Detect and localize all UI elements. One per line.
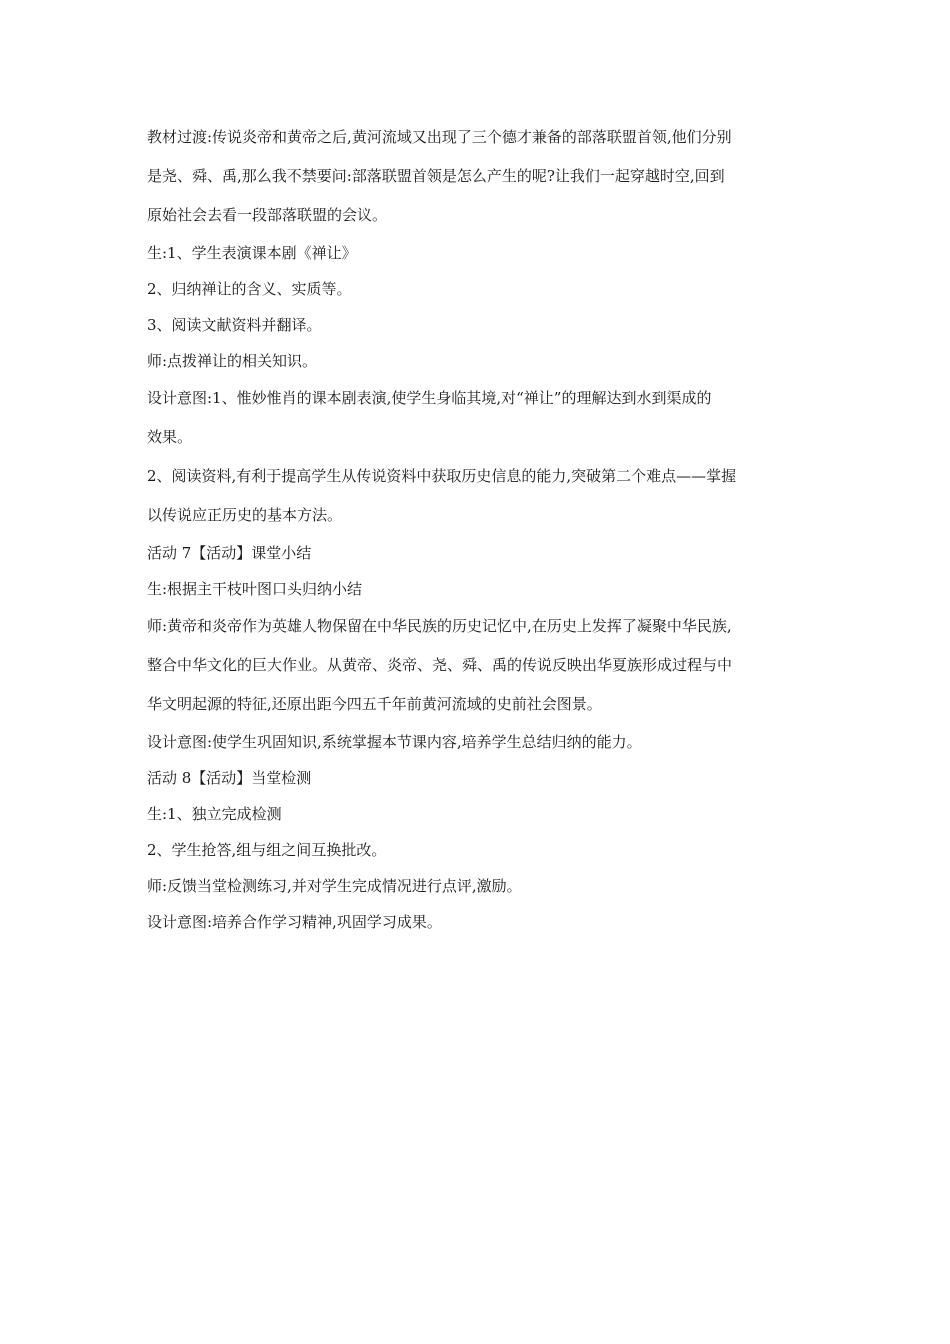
text-line: 2、阅读资料,有利于提高学生从传说资料中获取历史信息的能力,突破第二个难点——掌握 bbox=[147, 467, 737, 485]
paragraph-teacher-1: 师:点拨禅让的相关知识。 bbox=[147, 352, 318, 370]
paragraph-design-intent-3: 设计意图:使学生巩固知识,系统掌握本节课内容,培养学生总结归纳的能力。 bbox=[147, 733, 642, 751]
paragraph-student-3: 3、阅读文献资料并翻译。 bbox=[147, 316, 322, 334]
paragraph-design-intent-2 bbox=[147, 457, 809, 535]
paragraph-teacher-summary bbox=[147, 607, 809, 724]
paragraph-student-2: 2、归纳禅让的含义、实质等。 bbox=[147, 280, 352, 298]
paragraph-design-intent-1 bbox=[147, 379, 809, 457]
text-line: 以传说应正历史的基本方法。 bbox=[147, 506, 343, 524]
document-page bbox=[147, 118, 809, 940]
text-line: 原始社会去看一段部落联盟的会议。 bbox=[147, 206, 388, 224]
paragraph-student-test-2: 2、学生抢答,组与组之间互换批改。 bbox=[147, 841, 387, 859]
paragraph-student-test-1: 生:1、独立完成检测 bbox=[147, 805, 282, 823]
text-line: 教材过渡:传说炎帝和黄帝之后,黄河流域又出现了三个德才兼备的部落联盟首领,他们分别 bbox=[147, 128, 732, 146]
heading-activity-7: 活动 7【活动】课堂小结 bbox=[147, 544, 312, 562]
paragraph-teacher-feedback: 师:反馈当堂检测练习,并对学生完成情况进行点评,激励。 bbox=[147, 877, 522, 895]
text-line: 整合中华文化的巨大作业。从黄帝、炎帝、尧、舜、禹的传说反映出华夏族形成过程与中 bbox=[147, 656, 733, 674]
text-line: 师:黄帝和炎帝作为英雄人物保留在中华民族的历史记忆中,在历史上发挥了凝聚中华民族, bbox=[147, 617, 732, 635]
paragraph-student-summary: 生:根据主干枝叶图口头归纳小结 bbox=[147, 580, 363, 598]
text-line: 设计意图:1、惟妙惟肖的课本剧表演,使学生身临其境,对“禅让”的理解达到水到渠成的 bbox=[147, 389, 712, 407]
paragraph-transition bbox=[147, 118, 809, 235]
text-line: 华文明起源的特征,还原出距今四五千年前黄河流域的史前社会图景。 bbox=[147, 695, 602, 713]
heading-activity-8: 活动 8【活动】当堂检测 bbox=[147, 769, 312, 787]
paragraph-student-1: 生:1、学生表演课本剧《禅让》 bbox=[147, 244, 357, 262]
text-line: 效果。 bbox=[147, 428, 193, 446]
text-line: 是尧、舜、禹,那么我不禁要问:部落联盟首领是怎么产生的呢?让我们一起穿越时空,回到 bbox=[147, 167, 725, 185]
paragraph-design-intent-4: 设计意图:培养合作学习精神,巩固学习成果。 bbox=[147, 913, 442, 931]
